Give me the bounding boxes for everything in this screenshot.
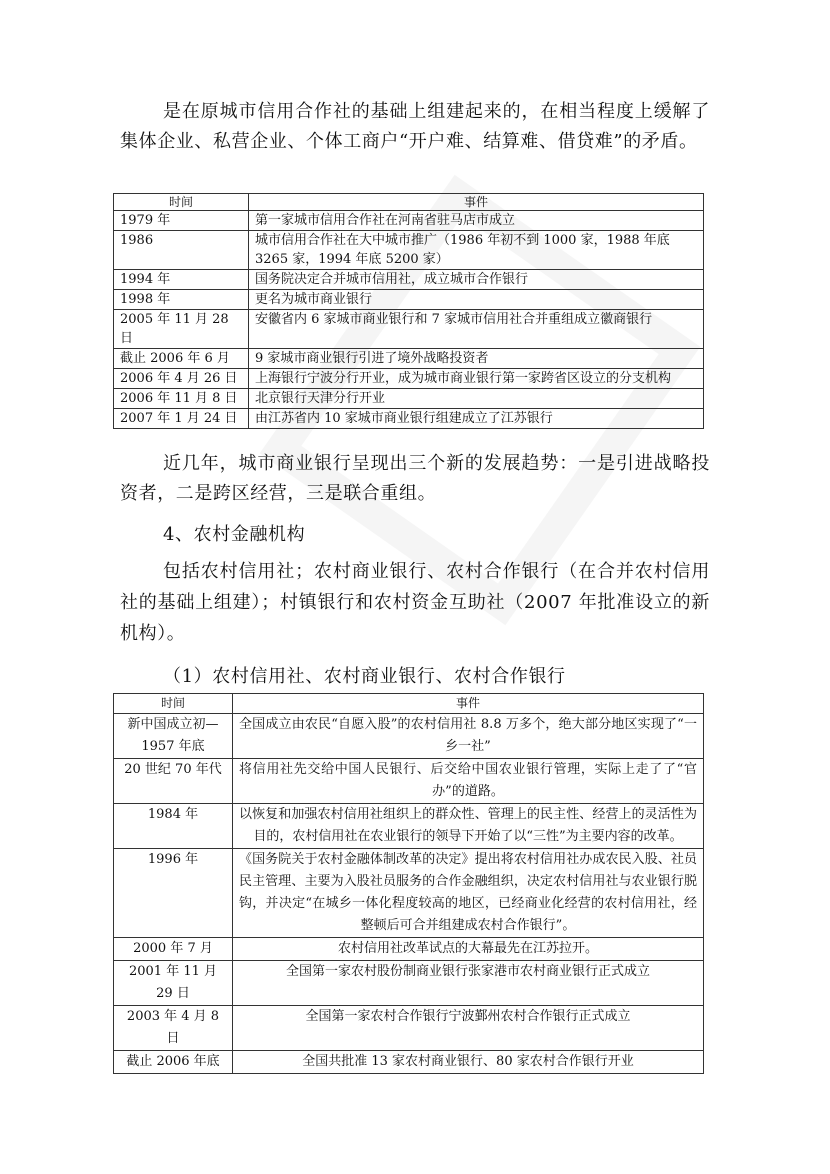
time-cell: 2006 年 4 月 26 日 [114,369,249,389]
rural-bank-history-table [113,693,704,1074]
time-cell: 1986 [114,231,249,270]
time-cell: 1998 年 [114,290,249,310]
event-cell: 将信用社先交给中国人民银行、后交给中国农业银行管理，实际上走了了“官办”的道路。 [233,759,704,804]
event-cell: 全国共批准 13 家农村商业银行、80 家农村合作银行开业 [233,1051,704,1074]
time-cell: 1979 年 [114,211,249,231]
table-row [114,759,704,804]
table-row [114,804,704,849]
event-cell: 更名为城市商业银行 [249,290,704,310]
city-bank-history-table [113,193,704,429]
rural-paragraph: 包括农村信用社；农村商业银行、农村合作银行（在合并农村信用社的基础上组建）；村镇银行和农村资金互助社（2007 年批准设立的新机构）。 [120,561,710,644]
header-time: 时间 [114,194,249,211]
table-row [114,349,704,369]
table-row [114,938,704,961]
table-row [114,211,704,231]
table-header-row [114,694,704,714]
sub-heading: （1）农村信用社、农村商业银行、农村合作银行 [163,666,566,687]
time-cell: 2005 年 11 月 28 日 [114,310,249,349]
time-cell: 2000 年 7 月 [114,938,233,961]
table-row [114,714,704,759]
table-row [114,409,704,429]
event-cell: 上海银行宁波分行开业，成为城市商业银行第一家跨省区设立的分支机构 [249,369,704,389]
table-row [114,849,704,938]
event-cell: 农村信用社改革试点的大幕最先在江苏拉开。 [233,938,704,961]
intro-paragraph: 是在原城市信用合作社的基础上组建起来的，在相当程度上缓解了集体企业、私营企业、个体工商户“开户难、结算难、借贷难”的矛盾。 [120,101,710,152]
event-cell: 9 家城市商业银行引进了境外战略投资者 [249,349,704,369]
time-cell: 2001 年 11 月 29 日 [114,961,233,1006]
time-cell: 新中国成立初—1957 年底 [114,714,233,759]
time-cell: 2007 年 1 月 24 日 [114,409,249,429]
section-heading: 4、农村金融机构 [163,524,306,545]
time-cell: 1996 年 [114,849,233,938]
event-cell: 全国第一家农村合作银行宁波鄞州农村合作银行正式成立 [233,1006,704,1051]
table-row [114,231,704,270]
table-header-row [114,194,704,211]
event-cell: 城市信用合作社在大中城市推广（1986 年初不到 1000 家，1988 年底 3265 家，1994 年底 5200 家） [249,231,704,270]
header-event: 事件 [249,194,704,211]
event-cell: 安徽省内 6 家城市商业银行和 7 家城市信用社合并重组成立徽商银行 [249,310,704,349]
time-cell: 1984 年 [114,804,233,849]
event-cell: 以恢复和加强农村信用社组织上的群众性、管理上的民主性、经营上的灵活性为目的，农村信用社在农业银行的领导下开始了以“三性”为主要内容的改革。 [233,804,704,849]
header-time: 时间 [114,694,233,714]
table-row [114,961,704,1006]
event-cell: 《国务院关于农村金融体制改革的决定》提出将农村信用社办成农民入股、社员民主管理、主要为入股社员服务的合作金融组织，决定农村信用社与农业银行脱钩，并决定“在城乡一体化程度较高的地区，已经商业化经营的农村信用社，经整顿后可合并组建成农村合作银行”。 [233,849,704,938]
time-cell: 截止 2006 年 6 月 [114,349,249,369]
event-cell: 全国第一家农村股份制商业银行张家港市农村商业银行正式成立 [233,961,704,1006]
table-row [114,369,704,389]
table-row [114,1006,704,1051]
event-cell: 第一家城市信用合作社在河南省驻马店市成立 [249,211,704,231]
table-row [114,310,704,349]
time-cell: 1994 年 [114,270,249,290]
table-row [114,290,704,310]
table-row [114,1051,704,1074]
table-row [114,270,704,290]
time-cell: 20 世纪 70 年代 [114,759,233,804]
event-cell: 由江苏省内 10 家城市商业银行组建成立了江苏银行 [249,409,704,429]
time-cell: 2003 年 4 月 8 日 [114,1006,233,1051]
time-cell: 2006 年 11 月 8 日 [114,389,249,409]
event-cell: 北京银行天津分行开业 [249,389,704,409]
time-cell: 截止 2006 年底 [114,1051,233,1074]
header-event: 事件 [233,694,704,714]
trend-paragraph: 近几年，城市商业银行呈现出三个新的发展趋势：一是引进战略投资者，二是跨区经营，三是联合重组。 [120,453,710,504]
event-cell: 国务院决定合并城市信用社，成立城市合作银行 [249,270,704,290]
table-row [114,389,704,409]
event-cell: 全国成立由农民“自愿入股”的农村信用社 8.8 万多个，绝大部分地区实现了“一乡一社” [233,714,704,759]
